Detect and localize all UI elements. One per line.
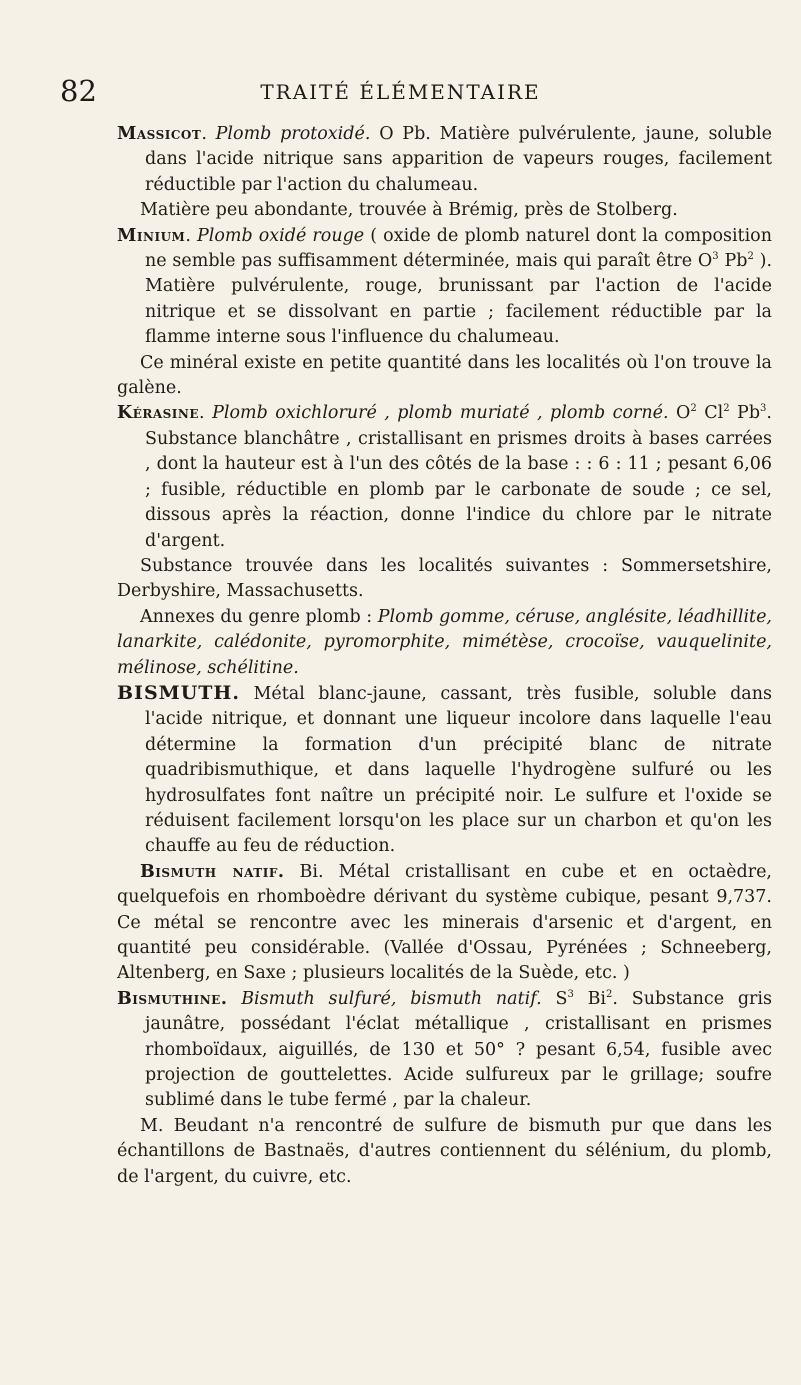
page-header bbox=[60, 74, 741, 114]
entry-bismuthine: Bismuthine. Bismuth sulfuré, bismuth natif. $S^3$ Bi$^2$. Substance gris jaunâtre, possédant l'éclat métallique , cristallisant en prismes rhomboïdaux, aiguillés, de 130 et 50° ? pesant 6,54, fusible avec projection de gouttelettes. Acide sulfureux par le grillage; soufre sublimé dans le tube fermé , par la chaleur. bbox=[117, 988, 772, 1111]
entry-kerasine: Kérasine. Plomb oxichloruré , plomb muriaté , plomb corné. $O^2$ Cl$^2$ Pb$^3$. Substance blanchâtre , cristallisant en prismes droits à bases carrées , dont la hauteur est à l'un des côtés de la base : : 6 : 11 ; pesant 6,06 ; fusible, réductible en plomb par le carbonate de soude ; ce sel, dissous après la réaction, donne l'indice du chlore par le nitrate d'argent. bbox=[117, 403, 772, 551]
annexes-plomb: Annexes du genre plomb : Plomb gomme, céruse, anglésite, léadhillite, lanarkite, calédonite, pyromorphite, mimétèse, crocoïse, vauquelinite, mélinose, schélitine. bbox=[117, 606, 772, 678]
massicot-note: Matière peu abondante, trouvée à Brémig, près de Stolberg. bbox=[140, 200, 678, 221]
entry-bismuth: BISMUTH. Métal blanc-jaune, cassant, très fusible, soluble dans l'acide nitrique, et donnant une liqueur incolore dans laquelle l'eau détermine la formation d'un précipité blanc de nitrate quadribismuthique, et dans laquelle l'hydrogène sulfuré ou les hydrosulfates font naître un précipité noir. Le sulfure et l'oxide se réduisent facilement lorsqu'on les place sur un charbon et qu'on les chauffe au feu de réduction. bbox=[117, 681, 772, 857]
entry-massicot: Massicot. Plomb protoxidé. O Pb. Matière pulvérulente, jaune, soluble dans l'acide nitrique sans apparition de vapeurs rouges, facilement réductible par l'action du chalumeau. bbox=[117, 124, 772, 195]
entry-bismuth-natif: Bismuth natif. Bi. Métal cristallisant en cube et en octaèdre, quelquefois en rhomboèdre dérivant du système cubique, pesant 9,737. Ce métal se rencontre avec les minerais d'arsenic et d'argent, en quantité peu considérable. (Vallée d'Ossau, Pyrénées ; Schneeberg, Altenberg, en Saxe ; plusieurs localités de la Suède, etc. ) bbox=[117, 861, 772, 984]
page-number: 82 bbox=[60, 74, 97, 108]
kerasine-note: Substance trouvée dans les localités suivantes : Sommersetshire, Derbyshire, Massachusetts. bbox=[117, 555, 772, 602]
entry-minium: Minium. Plomb oxidé rouge ( oxide de plomb naturel dont la composition ne semble pas suffisamment déterminée, mais qui paraît être $O^3$ Pb$^2$ ). Matière pulvérulente, rouge, brunissant par l'action de l'acide nitrique et se dissolvant en partie ; facilement réductible par la flamme interne sous l'influence du chalumeau. bbox=[117, 225, 773, 348]
page-body bbox=[117, 122, 772, 1190]
minium-note: Ce minéral existe en petite quantité dans les localités où l'on trouve la galène. bbox=[117, 352, 772, 399]
running-title: TRAITÉ ÉLÉMENTAIRE bbox=[260, 80, 541, 104]
bismuthine-note: M. Beudant n'a rencontré de sulfure de bismuth pur que dans les échantillons de Bastnaës, d'autres contiennent du sélénium, du plomb, de l'argent, du cuivre, etc. bbox=[117, 1115, 772, 1187]
